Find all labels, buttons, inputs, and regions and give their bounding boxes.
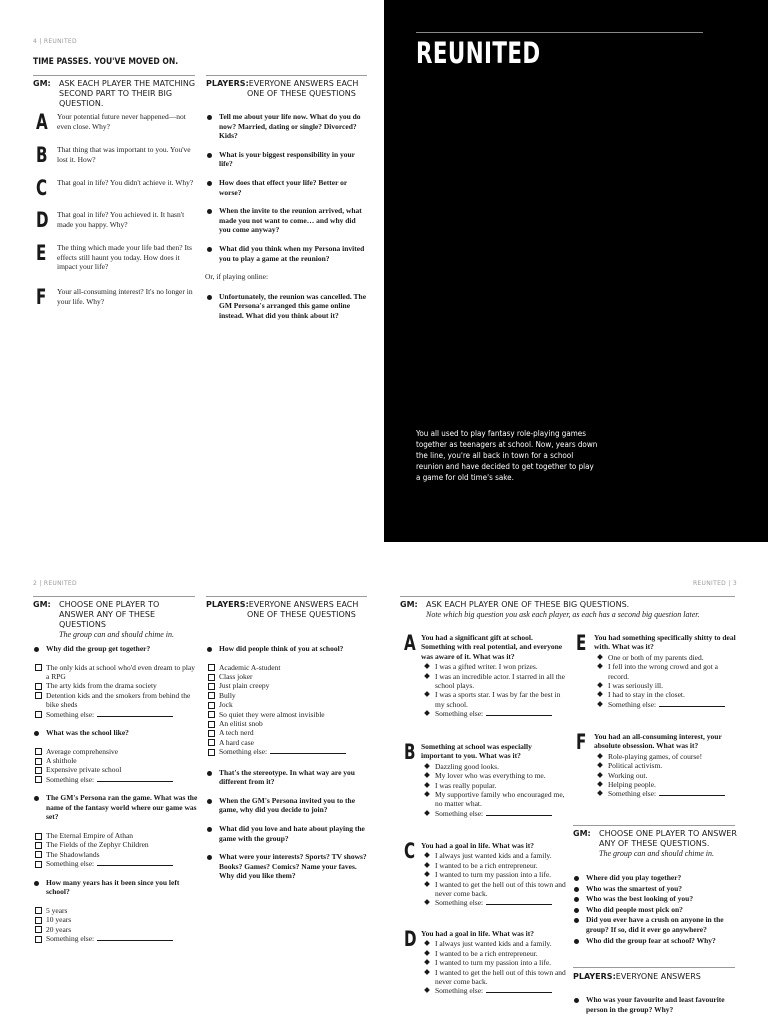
- checkbox-option[interactable]: Bully: [205, 691, 371, 700]
- question: The GM's Persona ran the game. What was the name of the fantasy world where our game was set?: [32, 793, 198, 822]
- question: How does that effect your life? Better or worse?: [205, 178, 369, 197]
- question: What did you love and hate about playing the game with the group?: [205, 824, 371, 843]
- checkbox-option[interactable]: A tech nerd: [205, 728, 371, 737]
- question: Unfortunately, the reunion was cancelled. The GM Persona's arranged this game online instead. What did you think about it?: [205, 292, 369, 321]
- question: Why did the group get together?: [32, 644, 198, 654]
- checkbox-option[interactable]: 10 years: [32, 915, 198, 924]
- option-other[interactable]: Something else:: [594, 789, 739, 798]
- checkbox-option[interactable]: The Shadowlands: [32, 850, 198, 859]
- folio: 4 | REUNITED: [33, 38, 77, 45]
- section-title: TIME PASSES. YOU'VE MOVED ON.: [33, 57, 179, 67]
- players-questions: [572, 995, 738, 1014]
- checkbox-option[interactable]: Jock: [205, 700, 371, 709]
- question: Who did the group fear at school? Why?: [572, 936, 738, 946]
- option[interactable]: I had to stay in the closet.: [594, 690, 739, 699]
- question: Who was your favourite and least favourite person in the group? Why?: [572, 995, 738, 1014]
- checkbox-option[interactable]: The Fields of the Zephyr Children: [32, 840, 198, 849]
- letter-text: Your potential future never happened—not even close. Why?: [57, 112, 186, 131]
- letter-list: [33, 112, 199, 312]
- checkbox-option[interactable]: Expensive private school: [32, 765, 198, 774]
- letter-text: The thing which made your life bad then? Its effects still haunt you today. How does it impact your life?: [57, 243, 192, 272]
- big-question-b: [400, 742, 566, 818]
- letter-b: B: [404, 740, 416, 764]
- option[interactable]: Dazzling good looks.: [421, 762, 566, 771]
- checkbox-option[interactable]: A hard case: [205, 738, 371, 747]
- option-other[interactable]: Something else:: [421, 898, 566, 907]
- letter-f: F: [36, 285, 47, 309]
- question: How did people think of you at school?: [205, 644, 371, 654]
- online-note: Or, if playing online:: [205, 272, 269, 282]
- players-questions: [205, 112, 369, 321]
- question: You had a goal in life. What was it?: [421, 929, 535, 938]
- question: Who did people most pick on?: [572, 905, 738, 915]
- checkbox-option-other[interactable]: Something else:: [32, 775, 198, 784]
- letter-c: C: [404, 839, 416, 863]
- question: When the GM's Persona invited you to the game, why did you decide to join?: [205, 796, 371, 815]
- checkbox-option[interactable]: Average comprehensive: [32, 747, 198, 756]
- letter-b: B: [36, 143, 48, 167]
- option[interactable]: Political activism.: [594, 761, 739, 770]
- option[interactable]: I always just wanted kids and a family.: [421, 851, 566, 860]
- option[interactable]: I always just wanted kids and a family.: [421, 939, 566, 948]
- letter-f: F: [576, 730, 587, 754]
- option[interactable]: My lover who was everything to me.: [421, 771, 566, 780]
- option[interactable]: One or both of my parents died.: [594, 653, 739, 662]
- gm-instruction: GM: CHOOSE ONE PLAYER TO ANSWER ANY OF THESE QUESTIONS The group can and should chime in.: [33, 600, 175, 639]
- option[interactable]: Role-playing games, of course!: [594, 752, 739, 761]
- question: Did you ever have a crush on anyone in the group? If so, did it ever go anywhere?: [572, 915, 738, 934]
- checkbox-option[interactable]: 5 years: [32, 906, 198, 915]
- option[interactable]: I wanted to get the hell out of this town and never come back.: [421, 880, 566, 899]
- big-question-d: [400, 929, 566, 996]
- question: When the invite to the reunion arrived, what made you not want to come… and why did you come anyway?: [205, 206, 369, 235]
- option[interactable]: Working out.: [594, 771, 739, 780]
- checkbox-option[interactable]: Detention kids and the smokers from behind the bike sheds: [32, 691, 198, 710]
- question: What were your interests? Sports? TV shows? Books? Games? Comics? Name your faves. Why did you like them?: [205, 852, 371, 881]
- letter-text: That goal in life? You didn't achieve it. Why?: [57, 178, 194, 187]
- cover-page: [384, 0, 768, 542]
- question: Something at school was especially important to you. What was it?: [421, 742, 532, 761]
- checkbox-option[interactable]: Just plain creepy: [205, 681, 371, 690]
- players-question-groups: [205, 644, 371, 881]
- cover-intro: You all used to play fantasy role-playing games together as teenagers at school. Now, years down the line, you're all back in town for a school reunion and have decided to get together to play a game for old time's sake.: [416, 429, 598, 482]
- option[interactable]: I was an incredible actor. I starred in all the school plays.: [421, 672, 566, 691]
- checkbox-option[interactable]: Class joker: [205, 672, 371, 681]
- option-other[interactable]: Something else:: [421, 809, 566, 818]
- gm-instruction: GM: ASK EACH PLAYER THE MATCHING SECOND PART TO THEIR BIG QUESTION.: [33, 79, 196, 108]
- option[interactable]: I was really popular.: [421, 781, 566, 790]
- checkbox-option-other[interactable]: Something else:: [32, 859, 198, 868]
- question: You had something specifically shitty to deal with. What was it?: [594, 633, 736, 652]
- letter-e: E: [36, 241, 47, 265]
- option-other[interactable]: Something else:: [594, 700, 739, 709]
- letter-d: D: [36, 208, 49, 232]
- big-question-f: [573, 732, 739, 799]
- gm-instruction: GM: ASK EACH PLAYER ONE OF THESE BIG QUESTIONS. Note which big question you ask each player, as each has a second big question later.: [400, 600, 700, 619]
- checkbox-option[interactable]: An elitist snob: [205, 719, 371, 728]
- option[interactable]: I wanted to turn my passion into a life.: [421, 958, 566, 967]
- checkbox-option[interactable]: Academic A-student: [205, 663, 371, 672]
- question: Who was the smartest of you?: [572, 884, 738, 894]
- checkbox-option[interactable]: The arty kids from the drama society: [32, 681, 198, 690]
- option[interactable]: I fell into the wrong crowd and got a record.: [594, 662, 739, 681]
- letter-text: That thing that was important to you. You've lost it. How?: [57, 145, 191, 164]
- folio: REUNITED | 3: [693, 580, 737, 587]
- big-question-c: [400, 841, 566, 908]
- letter-text: Your all-consuming interest? It's no longer in your life. Why?: [57, 287, 193, 306]
- players-instruction: PLAYERS: EVERYONE ANSWERS EACH ONE OF THESE QUESTIONS: [206, 79, 359, 98]
- players-instruction: PLAYERS: EVERYONE ANSWERS: [573, 972, 701, 981]
- checkbox-option[interactable]: The Eternal Empire of Athan: [32, 831, 198, 840]
- checkbox-option-other[interactable]: Something else:: [32, 710, 198, 719]
- gm-instruction-2: GM: CHOOSE ONE PLAYER TO ANSWER ANY OF THESE QUESTIONS. The group can and should chime in.: [573, 829, 737, 858]
- question: That's the stereotype. In what way are you different from it?: [205, 768, 371, 787]
- checkbox-option[interactable]: 20 years: [32, 925, 198, 934]
- checkbox-option-other[interactable]: Something else:: [32, 934, 198, 943]
- option[interactable]: I was a gifted writer. I won prizes.: [421, 662, 566, 671]
- cover-title: REUNITED: [416, 36, 541, 70]
- letter-d: D: [404, 927, 417, 951]
- question: What did you think when my Persona invited you to play a game at the reunion?: [205, 244, 369, 263]
- checkbox-option[interactable]: So quiet they were almost invisible: [205, 710, 371, 719]
- option[interactable]: I wanted to get the hell out of this town and never come back.: [421, 968, 566, 987]
- question: Who was the best looking of you?: [572, 894, 738, 904]
- option[interactable]: I was a sports star. I was by far the best in my school.: [421, 690, 566, 709]
- folio: 2 | REUNITED: [33, 580, 77, 587]
- question: Tell me about your life now. What do you do now? Married, dating or single? Divorced? Kids?: [205, 112, 369, 141]
- letter-c: C: [36, 176, 48, 200]
- checkbox-option-other[interactable]: Something else:: [205, 747, 371, 756]
- checkbox-option[interactable]: The only kids at school who'd even dream to play a RPG: [32, 663, 198, 682]
- question: You had a goal in life. What was it?: [421, 841, 535, 850]
- option[interactable]: Helping people.: [594, 780, 739, 789]
- letter-a: A: [404, 631, 416, 655]
- option[interactable]: My supportive family who encouraged me, no matter what.: [421, 790, 566, 809]
- question: Where did you play together?: [572, 873, 738, 883]
- option[interactable]: I wanted to be a rich entrepreneur.: [421, 949, 566, 958]
- big-question-a: [400, 633, 566, 719]
- option-other[interactable]: Something else:: [421, 709, 566, 718]
- letter-e: E: [576, 631, 587, 655]
- gm2-questions: [572, 873, 738, 945]
- checkbox-option[interactable]: A shithole: [32, 756, 198, 765]
- players-instruction: PLAYERS: EVERYONE ANSWERS EACH ONE OF THESE QUESTIONS: [206, 600, 359, 619]
- title-rule: [416, 32, 703, 33]
- letter-text: That goal in life? You achieved it. It hasn't made you happy. Why?: [57, 210, 185, 229]
- big-question-e: [573, 633, 739, 709]
- gm-question-groups: [32, 644, 198, 943]
- letter-a: A: [36, 110, 48, 134]
- question: What is your biggest responsibility in your life?: [205, 150, 369, 169]
- option[interactable]: I wanted to be a rich entrepreneur.: [421, 861, 566, 870]
- question: How many years has it been since you left school?: [32, 878, 198, 897]
- option-other[interactable]: Something else:: [421, 986, 566, 995]
- question: What was the school like?: [32, 728, 198, 738]
- option[interactable]: I wanted to turn my passion into a life.: [421, 870, 566, 879]
- question: You had a significant gift at school. Something with real potential, and everyone was aware of it. What was it?: [421, 633, 563, 661]
- option[interactable]: I was seriously ill.: [594, 681, 739, 690]
- question: You had an all-consuming interest, your absolute obsession. What was it?: [594, 732, 722, 751]
